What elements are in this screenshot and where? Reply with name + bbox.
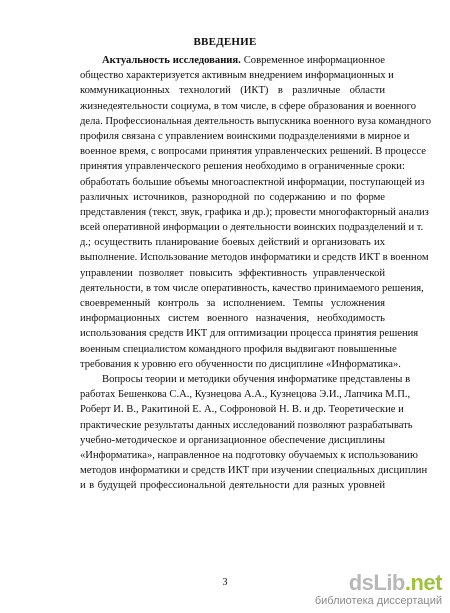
text-line: принятия управленческого решения необходимо в ограниченные сроки: xyxy=(80,161,405,173)
text-line: д.; осуществить планирование боевых действий и организовать их xyxy=(80,237,385,249)
page-title: ВВЕДЕНИЕ xyxy=(193,36,257,48)
text-line: своевременный контроль за исполнением. Темпы усложнения xyxy=(80,298,385,309)
text-line: профиля связана с управлением воинскими подразделениями в мирное и xyxy=(80,130,410,142)
text-line: различных источников, разнородной по содержанию и по форме xyxy=(80,191,385,203)
text-line: дела. Профессиональная деятельность выпускника военного вуза командного xyxy=(80,115,431,127)
body-text xyxy=(80,53,431,493)
text-line: учебно-методическое и организационное обеспечение дисциплины xyxy=(80,434,385,446)
text-line: обработать большие объемы многоаспектной информации, поступающей из xyxy=(80,176,425,188)
text-line: представления (текст, звук, графика и др.); провести многофакторный анализ xyxy=(80,206,429,218)
text-line: практические результаты данных исследований позволяют разрабатывать xyxy=(80,419,413,431)
lead-bold: Актуальность исследования. xyxy=(102,55,241,66)
text-line: методов информатики и средств ИКТ при изучении специальных дисциплин xyxy=(80,465,428,477)
text-line: «Информатика», направленное на подготовку обучаемых к использованию xyxy=(80,449,418,461)
text-line: деятельности, в том числе оперативность, качество принимаемого решения, xyxy=(80,282,424,294)
text-line: и в будущей профессиональной деятельности для разных уровней xyxy=(80,480,385,492)
watermark-subtitle: библиотека диссертаций xyxy=(314,595,442,607)
text-line: Роберт И. В., Ракитиной Е. А., Софроновой Н. В. и др. Теоретические и xyxy=(80,404,404,416)
text-line: военное время, с вопросами принятия управленческих решений. В процессе xyxy=(80,146,426,158)
text-line: использования средств ИКТ для оптимизации процесса принятия решения xyxy=(80,328,419,340)
text-line: Актуальность исследования. Современное информационное xyxy=(102,55,385,66)
text-line: общество характеризуется активным внедрением информационных и xyxy=(80,70,394,82)
page-number: 3 xyxy=(222,577,228,588)
text-line: информационных систем военного назначения, необходимость xyxy=(80,313,385,325)
text-line: требования к уровню его обученности по дисциплине «Информатика». xyxy=(80,358,401,370)
watermark-brand: dsLib.net xyxy=(348,570,442,595)
text-line: выполнение. Использование методов информатики и средств ИКТ в военном xyxy=(80,252,429,264)
text-line: управлении позволяет повысить эффективность управленческой xyxy=(80,267,385,279)
text-line: работах Бешенкова С.А., Кузнецова А.А., Кузнецова Э.И., Лапчика М.П., xyxy=(80,389,411,401)
text-line: всей оперативной информации о деятельности воинских подразделений и т. xyxy=(80,222,424,234)
text-line: военным специалистом командного профиля выдвигают повышенные xyxy=(80,343,397,355)
text-line: жизнедеятельности социума, в том числе, в сфере образования и военного xyxy=(80,100,417,112)
text-line: коммуникационных технологий (ИКТ) в различные области xyxy=(80,85,385,97)
text-line: Вопросы теории и методики обучения информатике представлены в xyxy=(102,373,411,385)
watermark-logo xyxy=(315,572,442,607)
